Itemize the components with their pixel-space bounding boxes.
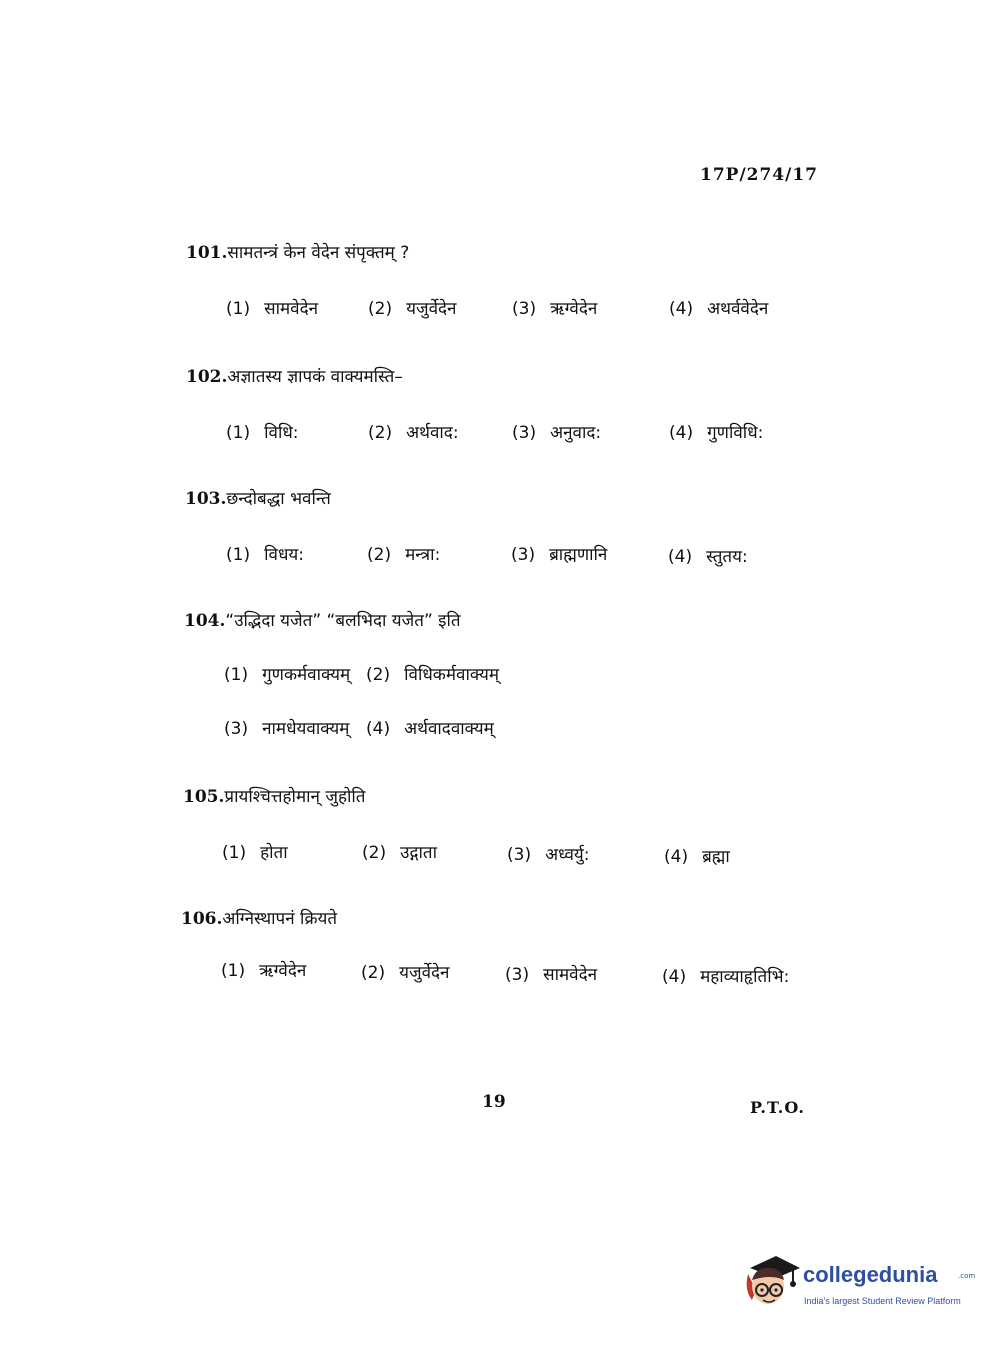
question-106 (181, 906, 337, 929)
brand-tagline: India's largest Student Review Platform (804, 1296, 961, 1306)
question-number: 104. (184, 611, 226, 631)
page-number: 19 (482, 1092, 506, 1112)
question-text: छन्दोबद्धा भवन्ति (226, 489, 331, 509)
question-text: प्रायश्चित्तहोमान् जुहोति (224, 787, 366, 807)
option: (2) उद्गाता (362, 843, 437, 863)
question-101 (186, 240, 409, 263)
option: (4) अथर्ववेदेन (669, 299, 769, 319)
option: (3) अनुवाद: (512, 423, 602, 443)
option: (2) विधिकर्मवाक्यम् (366, 665, 500, 685)
option: (2) अर्थवाद: (368, 423, 459, 443)
brand-name: collegedunia (803, 1262, 938, 1287)
option: (3) नामधेयवाक्यम् (224, 719, 350, 739)
option: (3) अध्वर्यु: (507, 845, 590, 865)
option: (4) ब्रह्मा (664, 847, 730, 867)
option: (4) अर्थवादवाक्यम् (366, 719, 494, 739)
option: (4) गुणविधि: (669, 423, 764, 443)
pto-label: P.T.O. (750, 1098, 805, 1117)
option: (2) यजुर्वेदेन (361, 963, 450, 983)
option: (2) मन्त्रा: (367, 545, 441, 565)
question-104 (184, 608, 461, 631)
question-text: सामतन्त्रं केन वेदेन संपृक्तम् ? (227, 243, 410, 263)
option: (2) यजुर्वेदेन (368, 299, 457, 319)
option: (4) स्तुतय: (668, 547, 748, 567)
option: (1) होता (222, 843, 288, 863)
option: (3) ब्राह्मणानि (511, 545, 608, 565)
question-text: अज्ञातस्य ज्ञापकं वाक्यमस्ति– (227, 367, 403, 387)
brand-tld: .com (958, 1272, 976, 1280)
option: (1) विधय: (226, 545, 304, 565)
option: (1) ऋग्वेदेन (221, 961, 307, 981)
question-number: 106. (181, 909, 223, 929)
option: (3) ऋग्वेदेन (512, 299, 598, 319)
question-text: अग्निस्थापनं क्रियते (222, 909, 338, 929)
option: (1) विधि: (226, 423, 299, 443)
question-number: 101. (186, 243, 228, 263)
question-number: 105. (183, 787, 225, 807)
question-103 (185, 486, 331, 509)
question-102 (186, 364, 403, 387)
option: (3) सामवेदेन (505, 965, 598, 985)
question-105 (183, 784, 366, 807)
mascot-logo-icon (742, 1250, 802, 1312)
question-text: “उद्भिदा यजेत” “बलभिदा यजेत” इति (225, 611, 461, 631)
paper-code: 17P/274/17 (700, 165, 819, 185)
option: (4) महाव्याहृतिभि: (662, 967, 790, 987)
option: (1) सामवेदेन (226, 299, 319, 319)
option: (1) गुणकर्मवाक्यम् (224, 665, 351, 685)
question-number: 103. (185, 489, 227, 509)
question-number: 102. (186, 367, 228, 387)
